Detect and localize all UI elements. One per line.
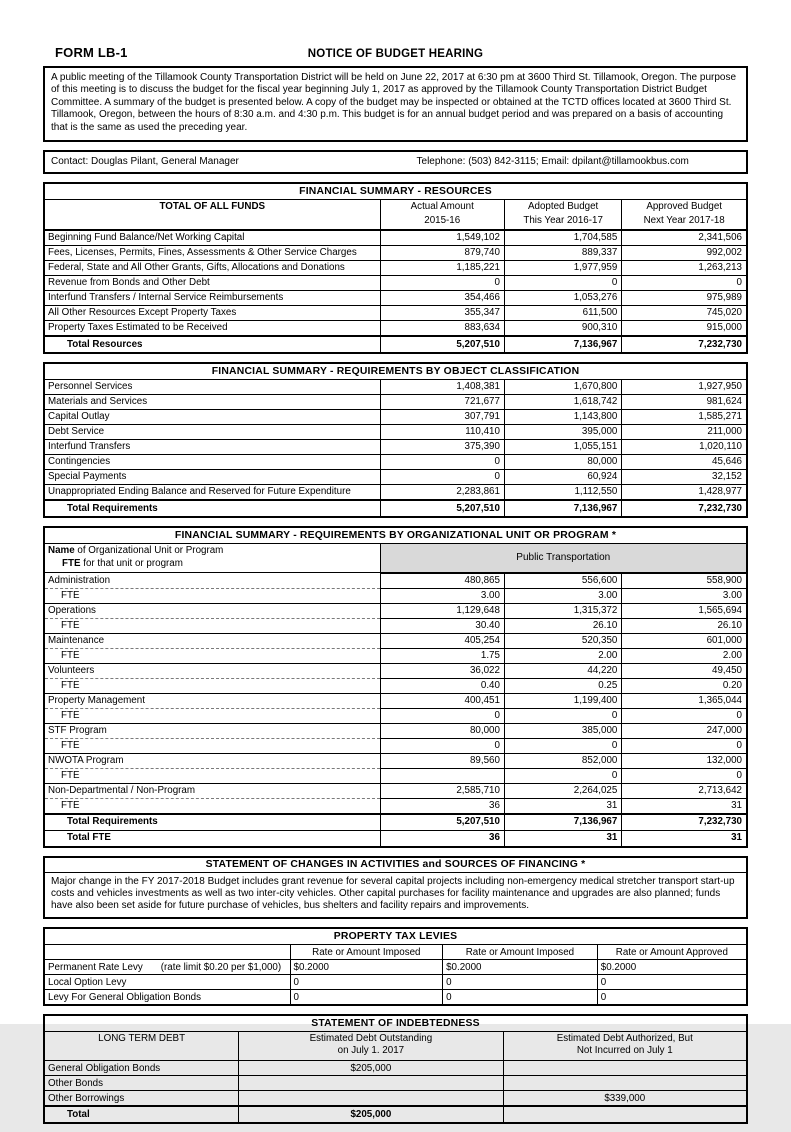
value-actual: 480,865 bbox=[380, 573, 504, 589]
fte-adopted: 0 bbox=[504, 738, 621, 753]
resources-head bbox=[44, 183, 747, 230]
value-adopted: 395,000 bbox=[504, 425, 621, 440]
program-fte-row bbox=[44, 798, 747, 814]
program-fte-row bbox=[44, 618, 747, 633]
value-approved: 558,900 bbox=[622, 573, 747, 589]
column-header-actual bbox=[380, 200, 504, 231]
program-label: Operations bbox=[44, 603, 380, 618]
total-row bbox=[44, 1106, 747, 1123]
program-row bbox=[44, 603, 747, 618]
fte-approved: 0.20 bbox=[622, 678, 747, 693]
contact-phone-email: Telephone: (503) 842-3115; Email: dpilant@tillamookbus.com bbox=[416, 156, 689, 168]
page-title: NOTICE OF BUDGET HEARING bbox=[307, 48, 484, 60]
column-header-line1: Approved Budget bbox=[646, 201, 723, 213]
org-name-header-line1 bbox=[48, 545, 377, 557]
levy-label: Local Option Levy bbox=[48, 976, 127, 988]
value-approved: 45,646 bbox=[622, 455, 747, 470]
total-label: Total Requirements bbox=[44, 814, 380, 831]
value-actual: 2,585,710 bbox=[380, 783, 504, 798]
value-approved: 2,341,506 bbox=[622, 230, 747, 246]
debt-head bbox=[44, 1015, 747, 1061]
row-label: Revenue from Bonds and Other Debt bbox=[44, 276, 380, 291]
fte-label: FTE bbox=[44, 588, 380, 603]
value-adopted: 1,315,372 bbox=[504, 603, 621, 618]
column-header-imposed-1: Rate or Amount Imposed bbox=[290, 945, 443, 960]
total-outstanding: $205,000 bbox=[239, 1106, 503, 1123]
value-actual: 1,549,102 bbox=[380, 230, 504, 246]
value-authorized: $339,000 bbox=[503, 1091, 747, 1107]
program-fte-row bbox=[44, 648, 747, 663]
fte-adopted: 26.10 bbox=[504, 618, 621, 633]
column-header-line2: This Year 2016-17 bbox=[523, 214, 603, 226]
empty-header-cell bbox=[44, 945, 290, 960]
value-outstanding: $205,000 bbox=[239, 1061, 503, 1076]
total-adopted: 7,136,967 bbox=[504, 814, 621, 831]
value-adopted: 1,618,742 bbox=[504, 395, 621, 410]
column-header-line2: Next Year 2017-18 bbox=[643, 214, 725, 226]
value-approved: 211,000 bbox=[622, 425, 747, 440]
program-label: Administration bbox=[44, 573, 380, 589]
value-adopted: 852,000 bbox=[504, 753, 621, 768]
form-lb1 bbox=[43, 0, 748, 1132]
value-actual: 36,022 bbox=[380, 663, 504, 678]
table-row bbox=[44, 485, 747, 501]
value-adopted: 611,500 bbox=[504, 306, 621, 321]
indebtedness-table bbox=[43, 1014, 748, 1124]
column-header-outstanding bbox=[239, 1032, 503, 1061]
column-header-approved: Rate or Amount Approved bbox=[597, 945, 747, 960]
proptax-head bbox=[44, 928, 747, 960]
value-approved: 32,152 bbox=[622, 470, 747, 485]
fte-adopted: 0 bbox=[504, 768, 621, 783]
value-adopted: 556,600 bbox=[504, 573, 621, 589]
table-row bbox=[44, 425, 747, 440]
value-approved: 1,020,110 bbox=[622, 440, 747, 455]
objclass-head bbox=[44, 363, 747, 380]
fte-approved: 0 bbox=[622, 708, 747, 723]
value-imposed-2: 0 bbox=[443, 990, 598, 1006]
row-label: Debt Service bbox=[44, 425, 380, 440]
row-label bbox=[44, 960, 290, 975]
fte-actual: 0.40 bbox=[380, 678, 504, 693]
value-actual: 1,408,381 bbox=[380, 380, 504, 395]
column-header-line1: Estimated Debt Authorized, But bbox=[556, 1033, 693, 1045]
value-approved: 981,624 bbox=[622, 395, 747, 410]
fte-approved: 0 bbox=[622, 768, 747, 783]
column-header-long-term-debt: LONG TERM DEBT bbox=[44, 1032, 239, 1061]
program-label: Volunteers bbox=[44, 663, 380, 678]
value-actual: 1,185,221 bbox=[380, 261, 504, 276]
fte-approved: 3.00 bbox=[622, 588, 747, 603]
total-label: Total Requirements bbox=[44, 500, 380, 517]
org-head bbox=[44, 527, 747, 573]
table-row bbox=[44, 1091, 747, 1107]
levy-label: Permanent Rate Levy bbox=[48, 961, 143, 973]
row-label: Unappropriated Ending Balance and Reserved for Future Expenditure bbox=[44, 485, 380, 501]
total-approved: 7,232,730 bbox=[622, 336, 747, 353]
table-row bbox=[44, 470, 747, 485]
table-row bbox=[44, 440, 747, 455]
section-title: STATEMENT OF CHANGES IN ACTIVITIES and SOURCES OF FINANCING * bbox=[45, 858, 746, 873]
value-approved: 915,000 bbox=[622, 321, 747, 337]
statement-of-changes bbox=[43, 856, 748, 920]
table-row bbox=[44, 321, 747, 337]
fte-label: FTE bbox=[44, 738, 380, 753]
total-adopted: 7,136,967 bbox=[504, 336, 621, 353]
table-row bbox=[44, 960, 747, 975]
value-adopted: 44,220 bbox=[504, 663, 621, 678]
program-fte-row bbox=[44, 588, 747, 603]
form-number-label: FORM LB-1 bbox=[55, 45, 128, 60]
total-fte-actual: 36 bbox=[380, 830, 504, 847]
column-header-line2: 2015-16 bbox=[424, 214, 461, 226]
program-label: NWOTA Program bbox=[44, 753, 380, 768]
program-fte-row bbox=[44, 768, 747, 783]
org-rows bbox=[44, 573, 747, 814]
levy-rate-limit-note: (rate limit $0.20 per $1,000) bbox=[160, 961, 282, 973]
total-fte-label: Total FTE bbox=[44, 830, 380, 847]
column-header-approved bbox=[622, 200, 747, 231]
fte-label: FTE bbox=[44, 798, 380, 814]
org-totals bbox=[44, 814, 747, 847]
value-approved: 975,989 bbox=[622, 291, 747, 306]
notice-paragraph: A public meeting of the Tillamook County Transportation District will be held on June 22, 2017 at 6:30 pm at 3600 Third St. Tillamook, Oregon. The purpose of this meeting is to discuss the budget for the fiscal year beginning July 1, 2017 as approved by the Tillamook County Transportation District Budget Committee. A summary of the budget is presented below. A copy of the budget may be inspected or obtained at the TCTD offices located at 3600 Third St. Tillamook, Oregon, between the hours of 8:30 a.m. and 4:30 p.m. This budget is for an annual budget period and was prepared on a basis of accounting that is the same as used the preceding year. bbox=[43, 66, 748, 142]
fte-adopted: 2.00 bbox=[504, 648, 621, 663]
total-actual: 5,207,510 bbox=[380, 814, 504, 831]
fte-actual: 3.00 bbox=[380, 588, 504, 603]
value-adopted: 2,264,025 bbox=[504, 783, 621, 798]
value-imposed-1: 0 bbox=[290, 990, 443, 1006]
org-name-header bbox=[44, 544, 380, 573]
program-row bbox=[44, 693, 747, 708]
property-tax-table bbox=[43, 927, 748, 1006]
section-title: FINANCIAL SUMMARY - RESOURCES bbox=[44, 183, 747, 200]
row-label bbox=[44, 975, 290, 990]
value-approved: 0 bbox=[597, 975, 747, 990]
total-row bbox=[44, 500, 747, 517]
contact-row bbox=[43, 150, 748, 174]
value-actual: 110,410 bbox=[380, 425, 504, 440]
fte-label: FTE bbox=[44, 708, 380, 723]
row-label: Contingencies bbox=[44, 455, 380, 470]
section-title: PROPERTY TAX LEVIES bbox=[44, 928, 747, 945]
fte-approved: 31 bbox=[622, 798, 747, 814]
value-actual: 721,677 bbox=[380, 395, 504, 410]
column-header-authorized bbox=[503, 1032, 747, 1061]
column-header-line2: on July 1. 2017 bbox=[337, 1044, 405, 1056]
resources-rows bbox=[44, 230, 747, 336]
section-title: FINANCIAL SUMMARY - REQUIREMENTS BY OBJECT CLASSIFICATION bbox=[44, 363, 747, 380]
value-authorized bbox=[503, 1076, 747, 1091]
value-approved: 49,450 bbox=[622, 663, 747, 678]
value-imposed-1: $0.2000 bbox=[290, 960, 443, 975]
value-approved: 745,020 bbox=[622, 306, 747, 321]
program-row bbox=[44, 783, 747, 798]
fte-adopted: 0.25 bbox=[504, 678, 621, 693]
org-name-header-line2 bbox=[48, 558, 377, 570]
org-column-header-row bbox=[44, 544, 747, 573]
value-approved: 601,000 bbox=[622, 633, 747, 648]
objclass-total bbox=[44, 500, 747, 517]
document-header bbox=[43, 45, 748, 66]
total-row bbox=[44, 336, 747, 353]
total-adopted: 7,136,967 bbox=[504, 500, 621, 517]
value-approved: 1,585,271 bbox=[622, 410, 747, 425]
value-approved: 992,002 bbox=[622, 246, 747, 261]
value-adopted: 520,350 bbox=[504, 633, 621, 648]
fte-actual: 30.40 bbox=[380, 618, 504, 633]
total-authorized bbox=[503, 1106, 747, 1123]
table-row bbox=[44, 455, 747, 470]
total-approved: 7,232,730 bbox=[622, 500, 747, 517]
value-approved: 247,000 bbox=[622, 723, 747, 738]
table-row bbox=[44, 395, 747, 410]
value-actual: 355,347 bbox=[380, 306, 504, 321]
value-actual: 2,283,861 bbox=[380, 485, 504, 501]
org-group-header: Public Transportation bbox=[380, 544, 747, 573]
table-row bbox=[44, 276, 747, 291]
value-approved: 2,713,642 bbox=[622, 783, 747, 798]
value-adopted: 80,000 bbox=[504, 455, 621, 470]
proptax-column-header-row bbox=[44, 945, 747, 960]
value-adopted: 1,977,959 bbox=[504, 261, 621, 276]
fte-adopted: 31 bbox=[504, 798, 621, 814]
debt-column-header-row bbox=[44, 1032, 747, 1061]
column-header-line2: Not Incurred on July 1 bbox=[576, 1044, 673, 1056]
header-rest: of Organizational Unit or Program bbox=[74, 545, 224, 557]
header-bold: Name bbox=[48, 545, 75, 557]
value-actual: 89,560 bbox=[380, 753, 504, 768]
total-approved: 7,232,730 bbox=[622, 814, 747, 831]
value-actual: 0 bbox=[380, 276, 504, 291]
objclass-rows bbox=[44, 380, 747, 501]
row-label: Fees, Licenses, Permits, Fines, Assessments & Other Service Charges bbox=[44, 246, 380, 261]
total-label: Total Resources bbox=[44, 336, 380, 353]
resources-title-row bbox=[44, 183, 747, 200]
fte-actual bbox=[380, 768, 504, 783]
value-outstanding bbox=[239, 1091, 503, 1107]
fte-actual: 0 bbox=[380, 738, 504, 753]
program-label: STF Program bbox=[44, 723, 380, 738]
value-imposed-2: $0.2000 bbox=[443, 960, 598, 975]
program-row bbox=[44, 573, 747, 589]
value-approved: 1,565,694 bbox=[622, 603, 747, 618]
value-adopted: 385,000 bbox=[504, 723, 621, 738]
value-actual: 400,451 bbox=[380, 693, 504, 708]
proptax-rows bbox=[44, 960, 747, 1006]
column-header-imposed-2: Rate or Amount Imposed bbox=[443, 945, 598, 960]
value-adopted: 1,199,400 bbox=[504, 693, 621, 708]
column-header-total-of-all-funds: TOTAL OF ALL FUNDS bbox=[44, 200, 380, 231]
value-approved: $0.2000 bbox=[597, 960, 747, 975]
row-label: All Other Resources Except Property Taxes bbox=[44, 306, 380, 321]
value-actual: 1,129,648 bbox=[380, 603, 504, 618]
program-fte-row bbox=[44, 738, 747, 753]
table-row bbox=[44, 230, 747, 246]
table-row bbox=[44, 1061, 747, 1076]
fte-approved: 26.10 bbox=[622, 618, 747, 633]
header-rest: for that unit or program bbox=[80, 557, 183, 569]
value-approved: 132,000 bbox=[622, 753, 747, 768]
value-actual: 0 bbox=[380, 470, 504, 485]
value-adopted: 1,143,800 bbox=[504, 410, 621, 425]
program-label: Maintenance bbox=[44, 633, 380, 648]
value-actual: 375,390 bbox=[380, 440, 504, 455]
value-adopted: 900,310 bbox=[504, 321, 621, 337]
row-label: Other Borrowings bbox=[44, 1091, 239, 1107]
fte-label: FTE bbox=[44, 618, 380, 633]
fte-label: FTE bbox=[44, 648, 380, 663]
value-actual: 879,740 bbox=[380, 246, 504, 261]
column-header-line1: Actual Amount bbox=[410, 201, 474, 213]
value-imposed-2: 0 bbox=[443, 975, 598, 990]
value-actual: 883,634 bbox=[380, 321, 504, 337]
section-title: FINANCIAL SUMMARY - REQUIREMENTS BY ORGANIZATIONAL UNIT OR PROGRAM * bbox=[44, 527, 747, 544]
table-row bbox=[44, 990, 747, 1006]
value-approved: 1,927,950 bbox=[622, 380, 747, 395]
fte-actual: 0 bbox=[380, 708, 504, 723]
row-label: Interfund Transfers / Internal Service Reimbursements bbox=[44, 291, 380, 306]
contact-name: Contact: Douglas Pilant, General Manager bbox=[51, 156, 239, 168]
value-adopted: 1,670,800 bbox=[504, 380, 621, 395]
value-adopted: 889,337 bbox=[504, 246, 621, 261]
row-label: Interfund Transfers bbox=[44, 440, 380, 455]
value-adopted: 0 bbox=[504, 276, 621, 291]
program-row bbox=[44, 723, 747, 738]
table-row bbox=[44, 380, 747, 395]
program-label: Non-Departmental / Non-Program bbox=[44, 783, 380, 798]
row-label: Beginning Fund Balance/Net Working Capital bbox=[44, 230, 380, 246]
column-header-adopted bbox=[504, 200, 621, 231]
table-row bbox=[44, 306, 747, 321]
changes-paragraph: Major change in the FY 2017-2018 Budget includes grant revenue for several capital projects including non-emergency medical stretcher transport start-up costs and vehicles investments as well as two inter-city vehicles. Other capital purchases for facility maintenance and upgrades are also planned; funds have also been set aside for future purchase of vehicles, bus shelters and facility repairs and improvements. bbox=[51, 875, 735, 912]
org-unit-table bbox=[43, 526, 748, 848]
program-row bbox=[44, 663, 747, 678]
fte-actual: 1.75 bbox=[380, 648, 504, 663]
org-title-row bbox=[44, 527, 747, 544]
row-label: Materials and Services bbox=[44, 395, 380, 410]
value-outstanding bbox=[239, 1076, 503, 1091]
table-row bbox=[44, 1076, 747, 1091]
column-header-line1: Estimated Debt Outstanding bbox=[309, 1033, 433, 1045]
value-actual: 0 bbox=[380, 455, 504, 470]
value-actual: 405,254 bbox=[380, 633, 504, 648]
row-label: Special Payments bbox=[44, 470, 380, 485]
resources-column-header-row bbox=[44, 200, 747, 231]
fte-adopted: 0 bbox=[504, 708, 621, 723]
row-label bbox=[44, 990, 290, 1006]
value-actual: 80,000 bbox=[380, 723, 504, 738]
program-label: Property Management bbox=[44, 693, 380, 708]
row-label: Property Taxes Estimated to be Received bbox=[44, 321, 380, 337]
total-actual: 5,207,510 bbox=[380, 500, 504, 517]
value-adopted: 1,055,151 bbox=[504, 440, 621, 455]
column-header-line1: Adopted Budget bbox=[528, 201, 599, 213]
resources-table bbox=[43, 182, 748, 354]
total-label: Total bbox=[44, 1106, 239, 1123]
proptax-title-row bbox=[44, 928, 747, 945]
value-imposed-1: 0 bbox=[290, 975, 443, 990]
fte-label: FTE bbox=[44, 678, 380, 693]
table-row bbox=[44, 261, 747, 276]
total-requirements-row bbox=[44, 814, 747, 831]
program-row bbox=[44, 633, 747, 648]
value-actual: 307,791 bbox=[380, 410, 504, 425]
value-adopted: 1,112,550 bbox=[504, 485, 621, 501]
value-actual: 354,466 bbox=[380, 291, 504, 306]
fte-adopted: 3.00 bbox=[504, 588, 621, 603]
debt-total bbox=[44, 1106, 747, 1123]
row-label: Other Bonds bbox=[44, 1076, 239, 1091]
object-classification-table bbox=[43, 362, 748, 518]
row-label: General Obligation Bonds bbox=[44, 1061, 239, 1076]
value-approved: 1,428,977 bbox=[622, 485, 747, 501]
value-authorized bbox=[503, 1061, 747, 1076]
total-fte-adopted: 31 bbox=[504, 830, 621, 847]
total-fte-row bbox=[44, 830, 747, 847]
value-approved: 1,365,044 bbox=[622, 693, 747, 708]
fte-approved: 2.00 bbox=[622, 648, 747, 663]
header-bold: FTE bbox=[62, 557, 81, 569]
fte-actual: 36 bbox=[380, 798, 504, 814]
table-row bbox=[44, 410, 747, 425]
levy-label: Levy For General Obligation Bonds bbox=[48, 991, 202, 1003]
table-row bbox=[44, 246, 747, 261]
total-fte-approved: 31 bbox=[622, 830, 747, 847]
value-approved: 0 bbox=[622, 276, 747, 291]
fte-label: FTE bbox=[44, 768, 380, 783]
value-approved: 0 bbox=[597, 990, 747, 1006]
value-adopted: 60,924 bbox=[504, 470, 621, 485]
value-adopted: 1,053,276 bbox=[504, 291, 621, 306]
objclass-title-row bbox=[44, 363, 747, 380]
value-adopted: 1,704,585 bbox=[504, 230, 621, 246]
row-label: Personnel Services bbox=[44, 380, 380, 395]
program-fte-row bbox=[44, 708, 747, 723]
section-title: STATEMENT OF INDEBTEDNESS bbox=[44, 1015, 747, 1032]
total-actual: 5,207,510 bbox=[380, 336, 504, 353]
program-row bbox=[44, 753, 747, 768]
program-fte-row bbox=[44, 678, 747, 693]
table-row bbox=[44, 291, 747, 306]
fte-approved: 0 bbox=[622, 738, 747, 753]
row-label: Federal, State and All Other Grants, Gifts, Allocations and Donations bbox=[44, 261, 380, 276]
resources-total bbox=[44, 336, 747, 353]
row-label: Capital Outlay bbox=[44, 410, 380, 425]
table-row bbox=[44, 975, 747, 990]
debt-rows bbox=[44, 1061, 747, 1107]
value-approved: 1,263,213 bbox=[622, 261, 747, 276]
